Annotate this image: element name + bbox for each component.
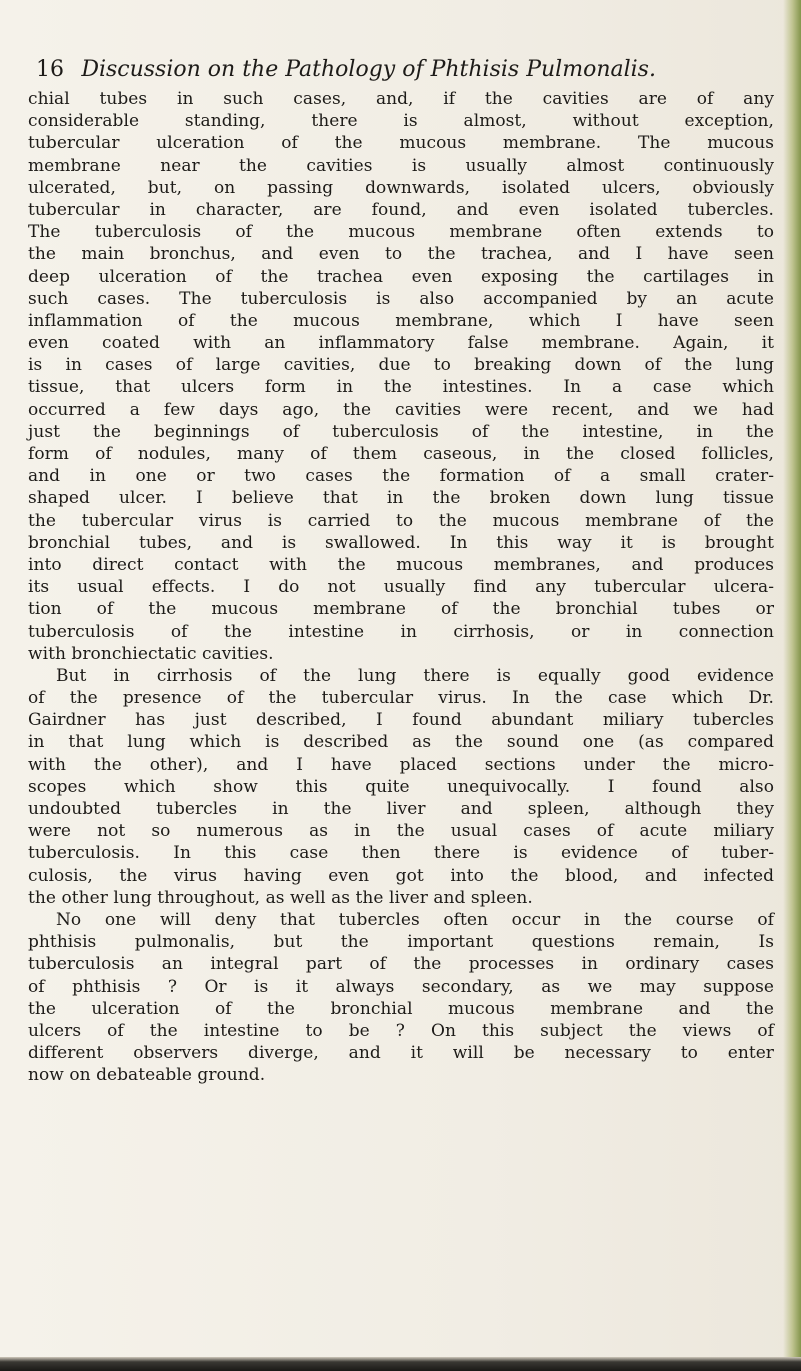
text-line: Gairdner has just described, I found abundant miliary tubercles [28, 710, 774, 731]
text-line: undoubted tubercles in the liver and spleen, although they [28, 799, 774, 819]
text-line: the tubercular virus is carried to the mucous membrane of the [28, 510, 774, 531]
text-line: into direct contact with the mucous membranes, and produces [28, 554, 774, 575]
text-line: the main bronchus, and even to the trachea, and I have seen [28, 244, 774, 265]
text-line: form of nodules, many of them caseous, in the closed follicles, [28, 444, 774, 464]
text-line: and in one or two cases the formation of a small crater- [28, 466, 774, 487]
text-line: culosis, the virus having even got into the blood, and infected [28, 865, 774, 886]
text-line: the other lung throughout, as well as the liver and spleen. [28, 887, 533, 908]
body-text [28, 88, 774, 1086]
running-title: Discussion on the Pathology of Phthisis Pulmonalis. [81, 57, 656, 82]
text-line: scopes which show this quite unequivocally. I found also [28, 776, 774, 797]
text-line: in that lung which is described as the sound one (as compared [28, 732, 774, 753]
text-line: shaped ulcer. I believe that in the broken down lung tissue [28, 488, 774, 509]
page-number: 16 [36, 57, 64, 82]
page-edge [783, 0, 801, 1371]
text-line: with the other), and I have placed sections under the micro- [28, 754, 774, 775]
text-line: now on debateable ground. [28, 1065, 266, 1086]
text-line: the ulceration of the bronchial mucous membrane and the [28, 998, 774, 1019]
text-line: of phthisis ? Or is it always secondary, as we may suppose [28, 976, 774, 997]
text-line: membrane near the cavities is usually almost continuously [28, 155, 774, 176]
text-line: even coated with an inflammatory false membrane. Again, it [28, 333, 774, 354]
text-line: chial tubes in such cases, and, if the cavities are of any [28, 89, 774, 109]
text-line: considerable standing, there is almost, without exception, [28, 111, 774, 132]
text-line: The tuberculosis of the mucous membrane often extends to [28, 222, 774, 243]
text-line: different observers diverge, and it will be necessary to enter [28, 1043, 774, 1064]
text-line: tion of the mucous membrane of the bronchial tubes or [28, 599, 774, 620]
text-line: ulcerated, but, on passing downwards, isolated ulcers, obviously [28, 177, 774, 198]
text-line: occurred a few days ago, the cavities were recent, and we had [28, 399, 774, 420]
text-line: tissue, that ulcers form in the intestines. In a case which [28, 377, 774, 398]
text-line: tuberculosis of the intestine in cirrhosis, or in connection [28, 621, 774, 642]
text-line: such cases. The tuberculosis is also accompanied by an acute [28, 288, 774, 309]
text-line: But in cirrhosis of the lung there is equally good evidence [56, 665, 774, 686]
text-line: phthisis pulmonalis, but the important questions remain, Is [28, 932, 774, 953]
text-line: bronchial tubes, and is swallowed. In this way it is brought [28, 532, 774, 553]
text-line: with bronchiectatic cavities. [28, 643, 274, 664]
text-line: inflammation of the mucous membrane, which I have seen [28, 310, 774, 331]
text-line: deep ulceration of the trachea even exposing the cartilages in [28, 266, 774, 287]
text-line: just the beginnings of tuberculosis of the intestine, in the [28, 421, 774, 442]
text-line: tuberculosis an integral part of the processes in ordinary cases [28, 954, 774, 975]
bottom-edge [0, 1357, 801, 1371]
text-line: ulcers of the intestine to be ? On this subject the views of [28, 1020, 774, 1041]
text-line: tuberculosis. In this case then there is evidence of tuber- [28, 843, 774, 864]
text-line: is in cases of large cavities, due to breaking down of the lung [28, 355, 774, 376]
text-line: No one will deny that tubercles often occur in the course of [56, 909, 774, 930]
text-line: its usual effects. I do not usually find any tubercular ulcera- [28, 577, 774, 598]
text-line: tubercular ulceration of the mucous membrane. The mucous [28, 133, 774, 154]
text-line: tubercular in character, are found, and even isolated tubercles. [28, 199, 774, 220]
text-line: of the presence of the tubercular virus. In the case which Dr. [28, 688, 774, 709]
page-header [36, 54, 776, 85]
text-line: were not so numerous as in the usual cases of acute miliary [28, 821, 774, 842]
